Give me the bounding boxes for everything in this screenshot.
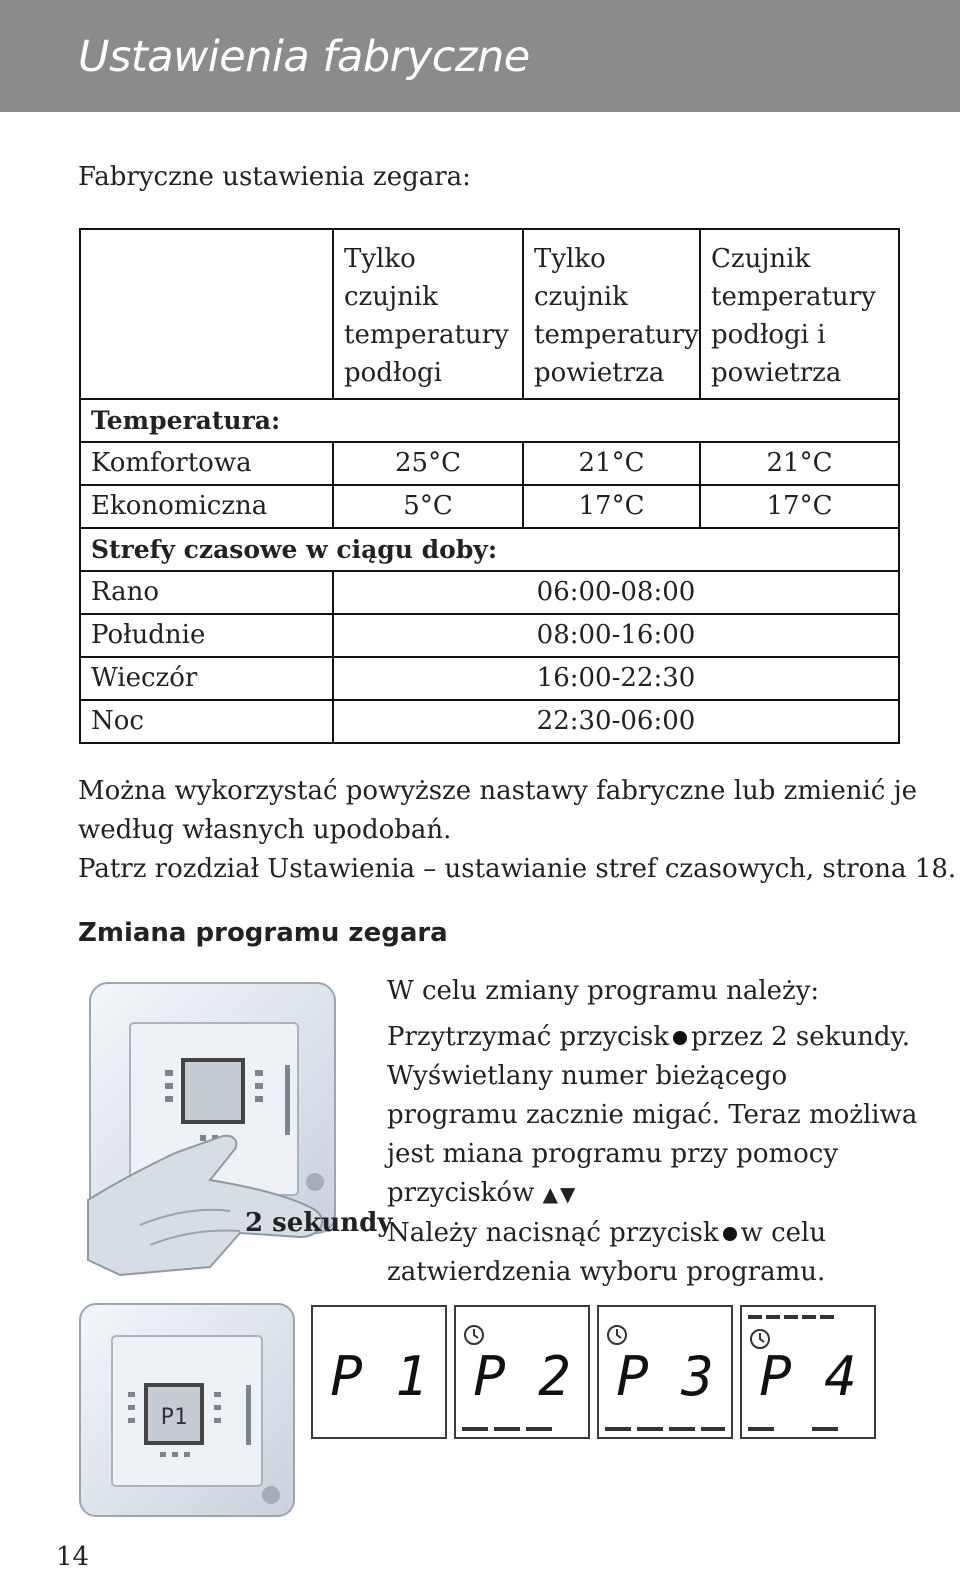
- button-dot-icon: [673, 1031, 687, 1045]
- instruction-text: Wyświetlany numer bieżącego: [387, 1061, 788, 1091]
- device-display-text: P1: [160, 1405, 188, 1430]
- button-dot-icon: [723, 1227, 737, 1241]
- note-line: według własnych upodobań.: [78, 815, 452, 845]
- instruction-text: zatwierdzenia wyboru programu.: [387, 1257, 826, 1287]
- note-paragraph: [78, 772, 957, 889]
- row-label: Noc: [80, 700, 333, 743]
- instruction-text: Przytrzymać przycisk: [387, 1022, 669, 1052]
- instruction-text: przycisków: [387, 1178, 535, 1208]
- row-label: Południe: [80, 614, 333, 657]
- table-cell: 17°C: [523, 485, 700, 528]
- page-title: Ustawienia fabryczne: [78, 32, 530, 82]
- thermostat-press-illustration: [80, 975, 380, 1295]
- thermostat-p1-illustration: [76, 1300, 300, 1522]
- table-header-row: [80, 229, 899, 399]
- column-header-floor: Tylko czujnik temperatury podłogi: [333, 229, 523, 399]
- instruction-text: Należy nacisnąć przycisk: [387, 1218, 719, 1248]
- factory-settings-table: [79, 228, 900, 744]
- page-header: [0, 0, 960, 112]
- hold-duration-label: 2 sekundy: [245, 1208, 393, 1238]
- instructions-block: [387, 976, 947, 1292]
- section-heading: Zmiana programu zegara: [78, 918, 448, 948]
- table-cell: 21°C: [523, 442, 700, 485]
- section-temperature: Temperatura:: [80, 399, 899, 442]
- program-label: P 3: [616, 1345, 714, 1408]
- table-corner-cell: [80, 229, 333, 399]
- intro-text: Fabryczne ustawienia zegara:: [78, 162, 471, 192]
- page-number: 14: [56, 1542, 90, 1572]
- program-display-p2: [454, 1305, 590, 1439]
- instructions-body: [387, 1018, 947, 1292]
- table-cell: 21°C: [700, 442, 899, 485]
- table-cell: 06:00-08:00: [333, 571, 899, 614]
- table-row: [80, 614, 899, 657]
- program-display-p1: [311, 1305, 447, 1439]
- table-row: [80, 485, 899, 528]
- program-label: P 4: [759, 1345, 857, 1408]
- row-label: Rano: [80, 571, 333, 614]
- table-cell: 25°C: [333, 442, 523, 485]
- instruction-text: jest miana programu przy pomocy: [387, 1139, 839, 1169]
- section-time-zones: Strefy czasowe w ciągu doby:: [80, 528, 899, 571]
- table-row: [80, 657, 899, 700]
- up-down-arrows-icon: ▲▼: [542, 1182, 578, 1206]
- program-display-p3: [597, 1305, 733, 1439]
- table-cell: 5°C: [333, 485, 523, 528]
- table-cell: 22:30-06:00: [333, 700, 899, 743]
- note-line: Można wykorzystać powyższe nastawy fabryczne lub zmienić je: [78, 776, 918, 806]
- instruction-text: w celu: [740, 1218, 827, 1248]
- program-label: P 1: [330, 1345, 428, 1408]
- column-header-air: Tylko czujnik temperatury powietrza: [523, 229, 700, 399]
- row-label: Komfortowa: [80, 442, 333, 485]
- instruction-text: programu zacznie migać. Teraz możliwa: [387, 1100, 918, 1130]
- instruction-text: przez 2 sekundy.: [691, 1022, 911, 1052]
- table-row: [80, 700, 899, 743]
- table-section-row: [80, 528, 899, 571]
- column-header-floor-air: Czujnik temperatury podłogi i powietrza: [700, 229, 899, 399]
- table-cell: 16:00-22:30: [333, 657, 899, 700]
- table-cell: 17°C: [700, 485, 899, 528]
- program-display-p4: [740, 1305, 876, 1439]
- table-row: [80, 442, 899, 485]
- row-label: Wieczór: [80, 657, 333, 700]
- instructions-lead: W celu zmiany programu należy:: [387, 976, 820, 1006]
- table-cell: 08:00-16:00: [333, 614, 899, 657]
- row-label: Ekonomiczna: [80, 485, 333, 528]
- table-row: [80, 571, 899, 614]
- table-section-row: [80, 399, 899, 442]
- program-label: P 2: [473, 1345, 571, 1408]
- note-line: Patrz rozdział Ustawienia – ustawianie stref czasowych, strona 18.: [78, 854, 957, 884]
